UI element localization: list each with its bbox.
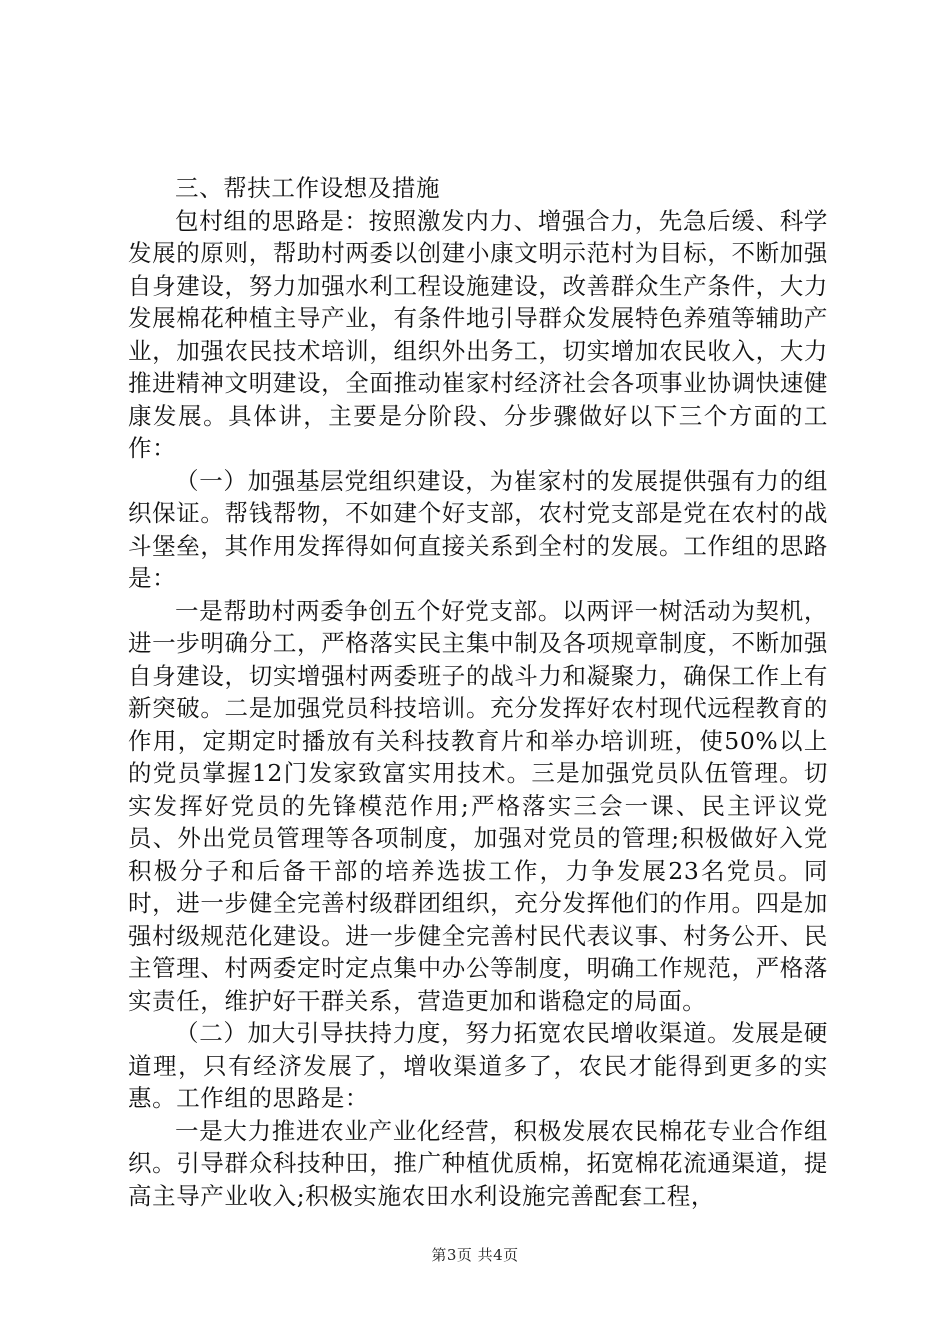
page-number-footer: 第3页 共4页 bbox=[431, 1246, 519, 1264]
paragraph: 包村组的思路是：按照激发内力、增强合力，先急后缓、科学发展的原则，帮助村两委以创建小康文明示范村为目标，不断加强自身建设，努力加强水利工程设施建设，改善群众生产条件，大力发展棉花种植主导产业，有条件地引导群众发展特色养殖等辅助产业，加强农民技术培训，组织外出务工，切实增加农民收入，大力推进精神文明建设，全面推动崔家村经济社会各项事业协调快速健康发展。具体讲，主要是分阶段、分步骤做好以下三个方面的工作： bbox=[128, 206, 828, 462]
paragraph: 一是大力推进农业产业化经营，积极发展农民棉花专业合作组织。引导群众科技种田，推广种植优质棉，拓宽棉花流通渠道，提高主导产业收入;积极实施农田水利设施完善配套工程， bbox=[128, 1116, 828, 1210]
document-body bbox=[128, 172, 828, 1212]
paragraph: 一是帮助村两委争创五个好党支部。以两评一树活动为契机，进一步明确分工，严格落实民主集中制及各项规章制度，不断加强自身建设，切实增强村两委班子的战斗力和凝聚力，确保工作上有新突破。二是加强党员科技培训。充分发挥好农村现代远程教育的作用，定期定时播放有关科技教育片和举办培训班，使50%以上的党员掌握12门发家致富实用技术。三是加强党员队伍管理。切实发挥好党员的先锋模范作用;严格落实三会一课、民主评议党员、外出党员管理等各项制度，加强对党员的管理;积极做好入党积极分子和后备干部的培养选拔工作，力争发展23名党员。同时，进一步健全完善村级群团组织，充分发挥他们的作用。四是加强村级规范化建设。进一步健全完善村民代表议事、村务公开、民主管理、村两委定时定点集中办公等制度，明确工作规范，严格落实责任，维护好干群关系，营造更加和谐稳定的局面。 bbox=[128, 596, 828, 1015]
paragraph: （一）加强基层党组织建设，为崔家村的发展提供强有力的组织保证。帮钱帮物，不如建个好支部，农村党支部是党在农村的战斗堡垒，其作用发挥得如何直接关系到全村的发展。工作组的思路是： bbox=[128, 466, 828, 592]
paragraph: （二）加大引导扶持力度，努力拓宽农民增收渠道。发展是硬道理，只有经济发展了，增收渠道多了，农民才能得到更多的实惠。工作组的思路是： bbox=[128, 1019, 828, 1112]
section-heading: 三、帮扶工作设想及措施 bbox=[175, 174, 441, 202]
